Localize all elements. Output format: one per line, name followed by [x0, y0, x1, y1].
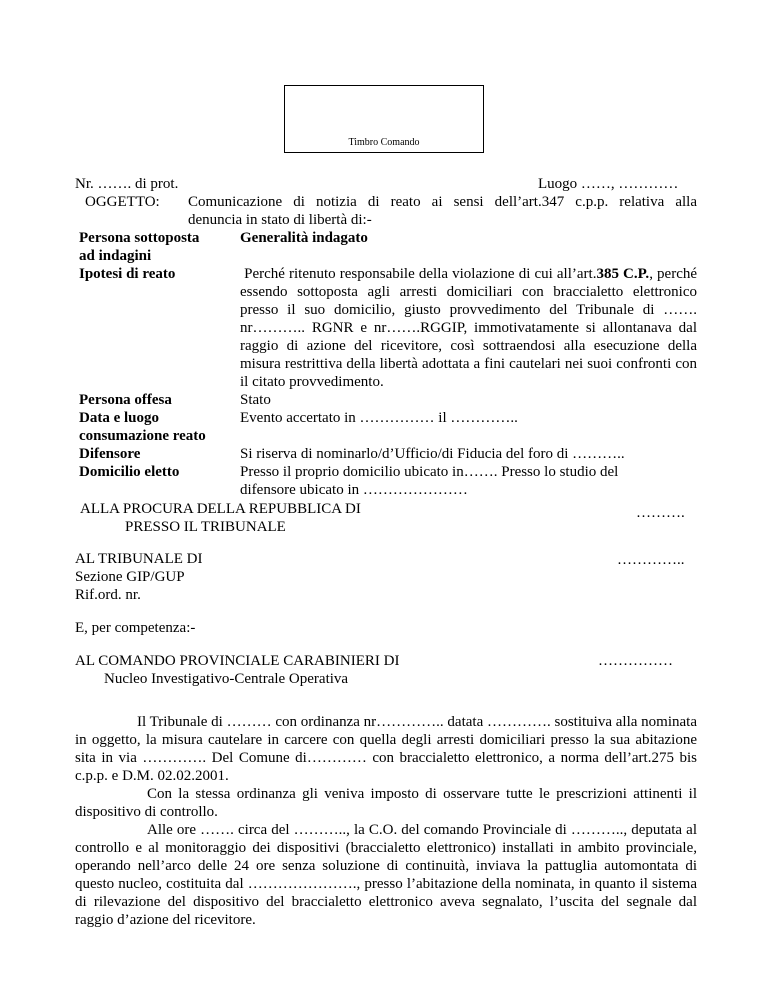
- competence-note: E, per competenza:-: [75, 620, 196, 636]
- domicile-value-2: difensore ubicato in …………………: [240, 482, 468, 498]
- domicile-value-1: Presso il proprio domicilio ubicato in……. Presso lo studio del: [240, 464, 619, 480]
- stamp-label: Timbro Comando: [348, 137, 420, 148]
- subject-line-2: denuncia in stato di libertà di:-: [188, 212, 372, 228]
- crime-article: 385 C.P.: [596, 266, 650, 282]
- recipient-comando-line-1: AL COMANDO PROVINCIALE CARABINIERI DI: [75, 653, 400, 669]
- crime-text-b: , perché essendo sottoposta agli arresti domiciliari con braccialetto elettronico presso il suo domicilio, giusto provvedimento del Tribunale di ……. nr……….. RGNR e nr…….RGGIP, immotivatamente si allontanava dal raggio di azione del ricevitore, così sottraendosi alla esecuzione della misura restrittiva della libertà adottata a fini cautelari nei suoi confronti con il citato provvedimento.: [240, 266, 698, 390]
- date-place-label-2: consumazione reato: [79, 428, 206, 444]
- body-text: [75, 713, 697, 929]
- recipient-tribunale-line-2: Sezione GIP/GUP: [75, 569, 185, 585]
- stamp-box: [284, 85, 484, 153]
- recipient-tribunale-dots: …………..: [617, 552, 685, 568]
- domicile-label: Domicilio eletto: [79, 464, 180, 480]
- subject-line-1: Comunicazione di notizia di reato ai sensi dell’art.347 c.p.p. relativa alla: [188, 194, 697, 210]
- body-paragraph-1: Il Tribunale di ……… con ordinanza nr………….. datata …………. sostituiva alla nominata in oggetto, la misura cautelare in carcere con quella degli arresti domiciliari presso la sua abitazione sita in via …………. Del Comune di………… con braccialetto elettronico, a norma dell’art.275 bis c.p.p. e D.M. 02.02.2001.: [75, 714, 697, 784]
- victim-value: Stato: [240, 392, 271, 408]
- recipient-procura-dots: ……….: [636, 505, 685, 521]
- person-under-investigation-value: Generalità indagato: [240, 230, 368, 246]
- recipient-comando-line-2: Nucleo Investigativo-Centrale Operativa: [104, 671, 349, 687]
- defender-label: Difensore: [79, 446, 141, 462]
- recipient-tribunale-line-3: Rif.ord. nr.: [75, 587, 141, 603]
- person-under-investigation-label-2: ad indagini: [79, 248, 152, 264]
- recipient-tribunale-line-1: AL TRIBUNALE DI: [75, 551, 203, 567]
- crime-description: [240, 265, 697, 391]
- protocol-number: Nr. ……. di prot.: [75, 176, 179, 192]
- body-paragraph-2: Con la stessa ordinanza gli veniva imposto di osservare tutte le prescrizioni attinenti il dispositivo di controllo.: [75, 786, 697, 820]
- recipient-procura-line-1: ALLA PROCURA DELLA REPUBBLICA DI: [80, 501, 361, 517]
- crime-hypothesis-label: Ipotesi di reato: [79, 266, 176, 282]
- recipient-comando-dots: ……………: [598, 653, 673, 669]
- subject-label: OGGETTO:: [85, 194, 160, 210]
- place-date: Luogo ……, …………: [538, 176, 679, 192]
- body-paragraph-3: Alle ore ……. circa del ……….., la C.O. del comando Provinciale di ……….., deputata al controllo e al monitoraggio dei dispositivi (braccialetto elettronico) installati in ambito provinciale, operando nell’arco delle 24 ore senza soluzione di continuità, inviava la pattuglia automontata di questo nucleo, costituita dal …………………., presso l’abitazione della nominata, in quanto il sistema di rilevazione del dispositivo del braccialetto elettronico aveva segnalato, l’uscita del segnale dal raggio d’azione del ricevitore.: [75, 822, 697, 928]
- crime-text-a: Perché ritenuto responsabile della violazione di cui all’art.: [244, 266, 597, 282]
- person-under-investigation-label: Persona sottoposta: [79, 230, 200, 246]
- date-place-value: Evento accertato in …………… il …………..: [240, 410, 518, 426]
- recipient-procura-line-2: PRESSO IL TRIBUNALE: [125, 519, 286, 535]
- victim-label: Persona offesa: [79, 392, 172, 408]
- date-place-label: Data e luogo: [79, 410, 159, 426]
- defender-value: Si riserva di nominarlo/d’Ufficio/di Fiducia del foro di ………..: [240, 446, 625, 462]
